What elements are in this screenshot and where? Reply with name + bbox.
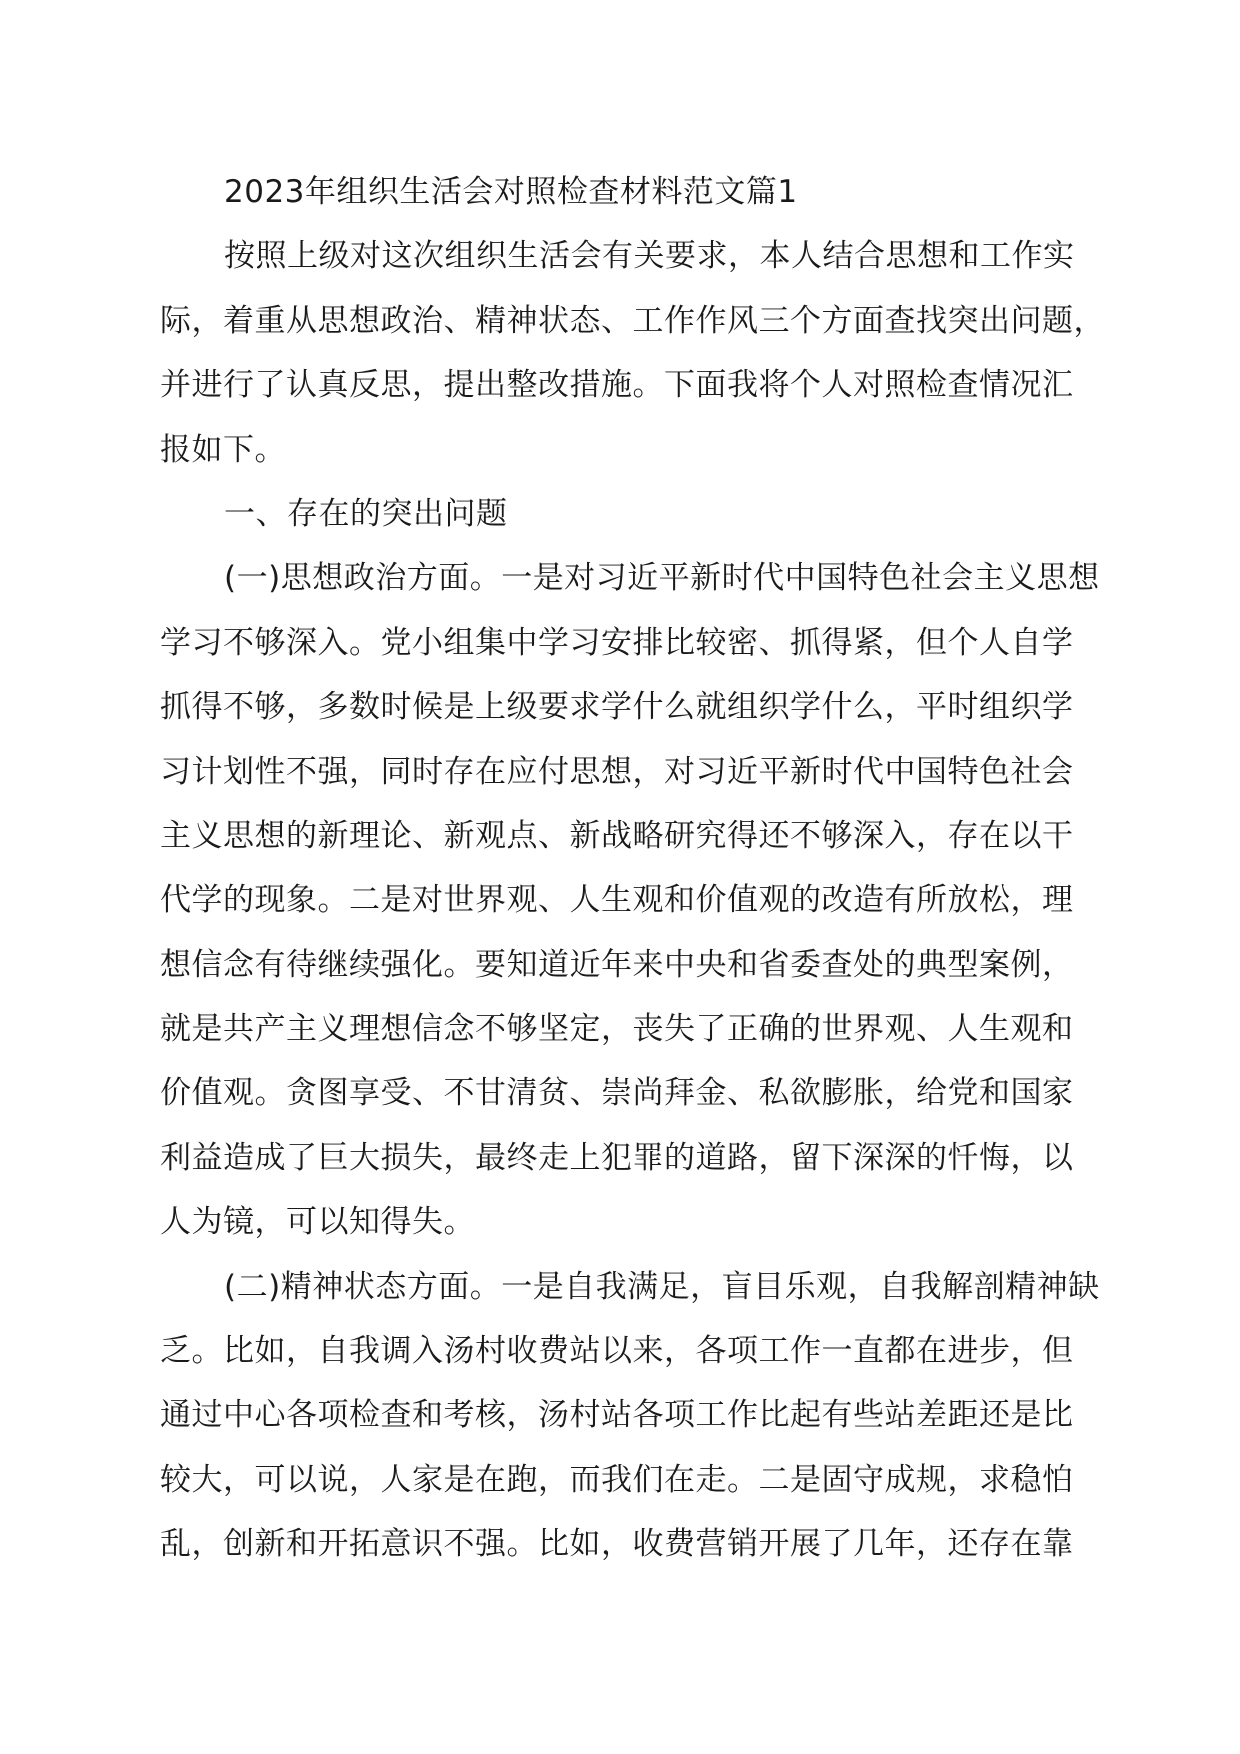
paragraph-line: 报如下。 (160, 431, 286, 468)
paragraph-line: 较大，可以说，人家是在跑，而我们在走。二是固守成规，求稳怕 (160, 1461, 1074, 1498)
paragraph-line: 乱，创新和开拓意识不强。比如，收费营销开展了几年，还存在靠 (160, 1526, 1074, 1563)
paragraph-line: 价值观。贪图享受、不甘清贫、崇尚拜金、私欲膨胀，给党和国家 (160, 1075, 1074, 1112)
paragraph-line: 抓得不够，多数时候是上级要求学什么就组织学什么，平时组织学 (160, 689, 1074, 726)
paragraph-line: 学习不够深入。党小组集中学习安排比较密、抓得紧，但个人自学 (160, 624, 1074, 661)
paragraph-line: 人为镜，可以知得失。 (160, 1204, 475, 1241)
paragraph-line: 习计划性不强，同时存在应付思想，对习近平新时代中国特色社会 (160, 753, 1074, 790)
paragraph-line: 代学的现象。二是对世界观、人生观和价值观的改造有所放松，理 (160, 882, 1074, 919)
paragraph-line: 并进行了认真反思，提出整改措施。下面我将个人对照检查情况汇 (160, 367, 1074, 404)
paragraph-line: 主义思想的新理论、新观点、新战略研究得还不够深入，存在以干 (160, 817, 1074, 854)
paragraph-line: 就是共产主义理想信念不够坚定，丧失了正确的世界观、人生观和 (160, 1011, 1074, 1048)
document-body (160, 172, 1115, 1589)
paragraph-line: 通过中心各项检查和考核，汤村站各项工作比起有些站差距还是比 (160, 1397, 1074, 1434)
paragraph-line: 想信念有待继续强化。要知道近年来中央和省委查处的典型案例， (160, 946, 1074, 983)
paragraph-line: 际，着重从思想政治、精神状态、工作作风三个方面查找突出问题， (160, 302, 1105, 339)
paragraph-line: 按照上级对这次组织生活会有关要求，本人结合思想和工作实 (224, 238, 1075, 275)
paragraph-line: 乏。比如，自我调入汤村收费站以来，各项工作一直都在进步，但 (160, 1333, 1074, 1370)
paragraph-line: (二)精神状态方面。一是自我满足，盲目乐观，自我解剖精神缺 (224, 1268, 1100, 1305)
document-title: 2023年组织生活会对照检查材料范文篇1 (224, 174, 798, 210)
section-heading: 一、存在的突出问题 (224, 495, 508, 532)
paragraph-line: (一)思想政治方面。一是对习近平新时代中国特色社会主义思想 (224, 560, 1100, 597)
paragraph-line: 利益造成了巨大损失，最终走上犯罪的道路，留下深深的忏悔，以 (160, 1139, 1074, 1176)
